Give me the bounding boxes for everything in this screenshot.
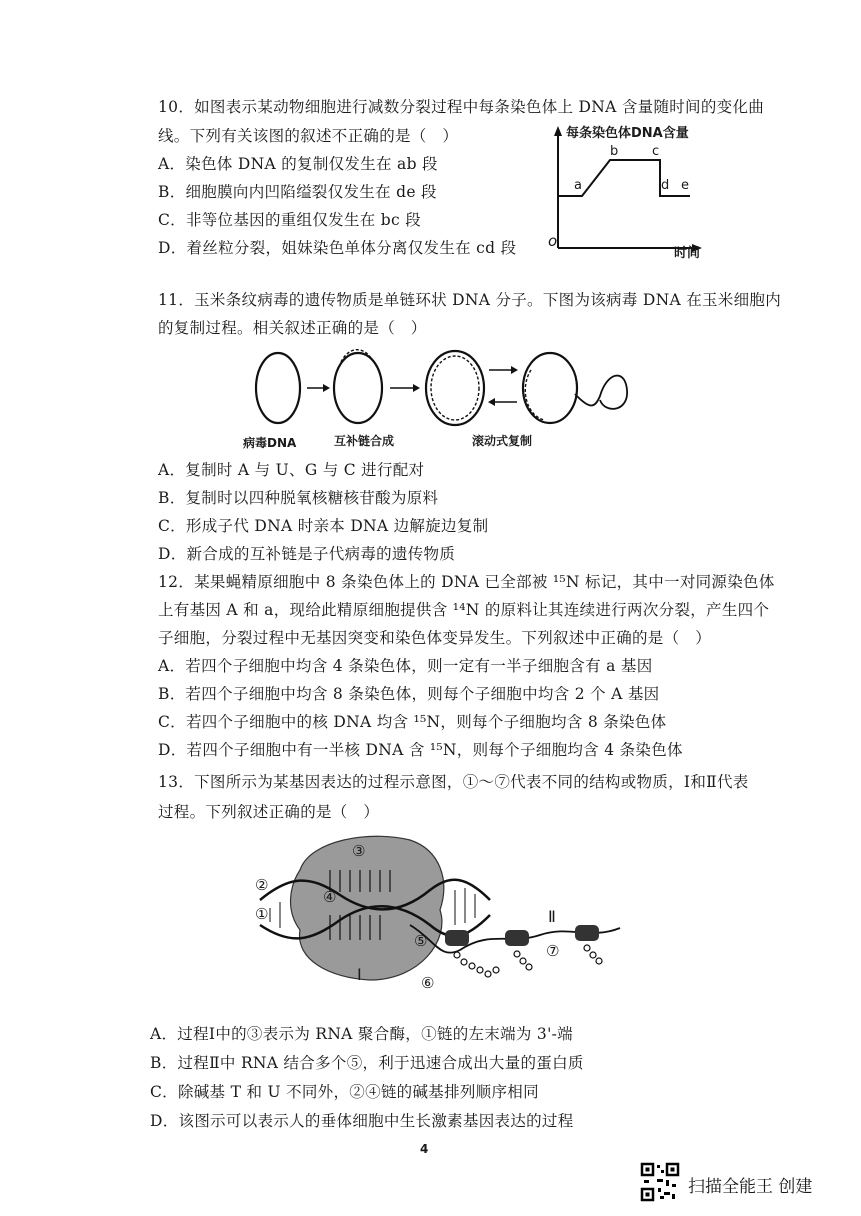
q11-option-c: C．形成子代 DNA 时亲本 DNA 边解旋边复制 (158, 517, 489, 535)
q10-graph-point-e: e (681, 178, 689, 193)
q12-option-b: B．若四个子细胞中均含 8 条染色体，则每个子细胞中均含 2 个 A 基因 (158, 685, 660, 703)
q13-process-1: Ⅰ (357, 965, 362, 984)
q10-option-d: D．着丝粒分裂，姐妹染色单体分离仅发生在 cd 段 (158, 239, 517, 257)
q12-stem-line2: 上有基因 A 和 a，现给此精原细胞提供含 ¹⁴N 的原料让其连续进行两次分裂，产生四个 (158, 601, 770, 619)
q11-diagram-shapes (255, 350, 695, 430)
q11-option-b: B．复制时以四种脱氧核糖核苷酸为原料 (158, 489, 439, 507)
q13-marker-2: ② (255, 876, 269, 894)
q13-marker-1: ① (255, 905, 269, 923)
q10-graph-point-d: d (661, 178, 670, 193)
q12-option-c: C．若四个子细胞中的核 DNA 均含 ¹⁵N，则每个子细胞均含 8 条染色体 (158, 713, 667, 731)
q13-option-d: D．该图示可以表示人的垂体细胞中生长激素基因表达的过程 (150, 1112, 574, 1130)
page-number: 4 (420, 1142, 429, 1156)
q10-graph-ylabel: 每条染色体DNA含量 (566, 126, 689, 141)
q10-graph-point-a: a (574, 178, 582, 193)
q13-marker-3: ③ (352, 842, 366, 860)
q10-stem-line2: 线。下列有关该图的叙述不正确的是（ ） (158, 127, 459, 145)
q12-option-a: A．若四个子细胞中均含 4 条染色体，则一定有一半子细胞含有 a 基因 (158, 657, 653, 675)
q10-option-c: C．非等位基因的重组仅发生在 bc 段 (158, 211, 422, 229)
q13-marker-7: ⑦ (546, 942, 560, 960)
q13-marker-4: ④ (323, 888, 337, 906)
q10-option-b: B．细胞膜向内凹陷缢裂仅发生在 de 段 (158, 183, 437, 201)
q13-stem-line1: 13．下图所示为某基因表达的过程示意图，①～⑦代表不同的结构或物质，Ⅰ和Ⅱ代表 (158, 773, 749, 791)
q10-graph-xlabel: 时间 (674, 246, 701, 261)
q13-stem-line2: 过程。下列叙述正确的是（ ） (158, 803, 380, 821)
q10-graph-point-c: c (652, 144, 660, 159)
q10-stem-line1: 10．如图表示某动物细胞进行减数分裂过程中每条染色体上 DNA 含量随时间的变化曲 (158, 98, 765, 116)
q11-label-complementary: 互补链合成 (334, 434, 395, 448)
q10-option-a: A．染色体 DNA 的复制仅发生在 ab 段 (158, 155, 438, 173)
q12-option-d: D．若四个子细胞中有一半核 DNA 含 ¹⁵N，则每个子细胞均含 4 条染色体 (158, 741, 683, 759)
q11-stem-line1: 11．玉米条纹病毒的遗传物质是单链环状 DNA 分子。下图为该病毒 DNA 在玉米细胞内 (158, 291, 781, 309)
q11-option-a: A．复制时 A 与 U、G 与 C 进行配对 (158, 461, 425, 479)
q13-marker-5: ⑤ (414, 932, 428, 950)
q13-option-c: C．除碱基 T 和 U 不同外，②④链的碱基排列顺序相同 (150, 1083, 539, 1101)
qr-code-icon (640, 1162, 680, 1202)
q10-graph-origin: o (548, 232, 558, 250)
q12-stem-line1: 12．某果蝇精原细胞中 8 条染色体上的 DNA 已全部被 ¹⁵N 标记，其中一对同源染色体 (158, 573, 775, 591)
q13-diagram-shapes (250, 830, 650, 1000)
q11-label-viral-dna: 病毒DNA (243, 436, 297, 450)
q11-option-d: D．新合成的互补链是子代病毒的遗传物质 (158, 545, 456, 563)
q11-label-rolling: 滚动式复制 (472, 434, 533, 448)
q13-marker-6: ⑥ (421, 974, 435, 992)
q11-stem-line2: 的复制过程。相关叙述正确的是（ ） (158, 319, 427, 337)
q12-stem-line3: 子细胞，分裂过程中无基因突变和染色体变异发生。下列叙述中正确的是（ ） (158, 629, 712, 647)
q13-option-b: B．过程Ⅱ中 RNA 结合多个⑤，利于迅速合成出大量的蛋白质 (150, 1054, 584, 1072)
footer-app-text: 扫描全能王 创建 (688, 1177, 813, 1197)
q10-graph-point-b: b (610, 144, 619, 159)
q13-option-a: A．过程Ⅰ中的③表示为 RNA 聚合酶，①链的左末端为 3'-端 (150, 1025, 573, 1043)
q13-process-2: Ⅱ (548, 907, 556, 926)
